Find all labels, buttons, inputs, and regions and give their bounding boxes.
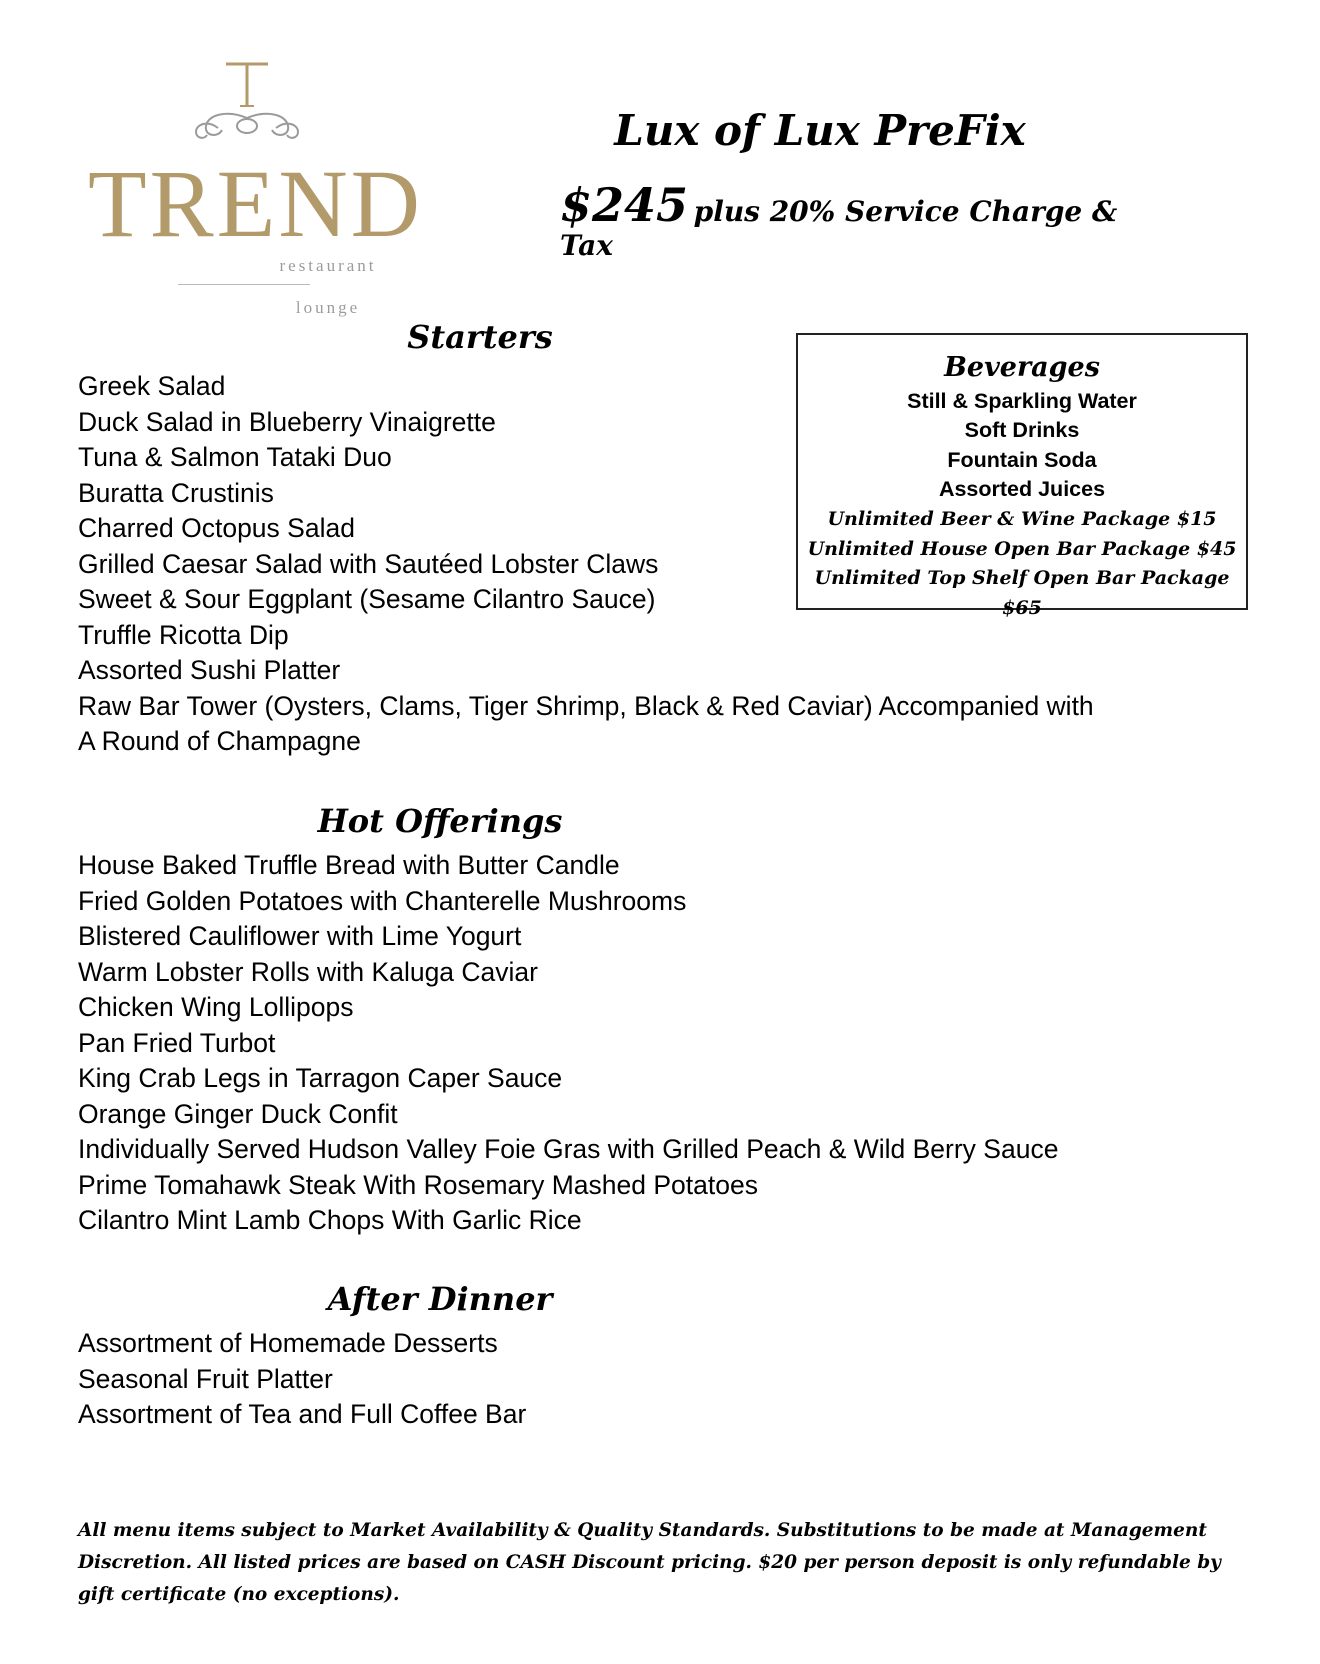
list-item: Grilled Caesar Salad with Sautéed Lobster Claws (78, 548, 659, 579)
beverage-item: Soft Drinks (964, 418, 1080, 443)
hot-offerings-list (78, 848, 1058, 1239)
logo-subtitle-restaurant: restaurant (279, 256, 377, 275)
list-item: Sweet & Sour Eggplant (Sesame Cilantro Sauce) (78, 584, 656, 614)
list-item: Raw Bar Tower (Oysters, Clams, Tiger Shrimp, Black & Red Caviar) Accompanied with (78, 690, 1094, 721)
price-note: plus 20% Service Charge & Tax (560, 195, 1118, 262)
hot-offerings-heading: Hot Offerings (317, 802, 563, 840)
list-item: Chicken Wing Lollipops (78, 992, 354, 1022)
list-item: King Crab Legs in Tarragon Caper Sauce (78, 1063, 563, 1093)
logo-wordmark: TREND (88, 150, 423, 257)
list-item: Buratta Crustinis (78, 477, 274, 508)
price-amount: $245 (560, 178, 689, 232)
starters-heading: Starters (407, 318, 553, 356)
list-item: Assortment of Homemade Desserts (78, 1328, 498, 1358)
list-item: Duck Salad in Blueberry Vinaigrette (78, 406, 496, 437)
list-item: Orange Ginger Duck Confit (78, 1098, 398, 1129)
beverage-item: Fountain Soda (947, 447, 1097, 472)
list-item: Blistered Cauliflower with Lime Yogurt (78, 921, 522, 951)
disclaimer-text: All menu items subject to Market Availability & Quality Standards. Substitutions to be made at Management Discretion. All listed prices are based on CASH Discount pricing. $20 per person deposit is only refundable by gift certificate (no exceptions). (78, 1520, 1221, 1605)
list-item: A Round of Champagne (78, 726, 361, 756)
list-item: Greek Salad (78, 371, 226, 401)
beverages-heading: Beverages (944, 352, 1100, 383)
after-dinner-heading: After Dinner (327, 1280, 553, 1318)
list-item: House Baked Truffle Bread with Butter Candle (78, 850, 620, 880)
logo-ornament-icon (88, 58, 408, 158)
beverage-package: Unlimited Top Shelf Open Bar Package $65 (814, 567, 1230, 619)
beverage-package: Unlimited Beer & Wine Package $15 (827, 508, 1217, 531)
list-item: Individually Served Hudson Valley Foie Gras with Grilled Peach & Wild Berry Sauce (78, 1134, 1059, 1164)
list-item: Seasonal Fruit Platter (78, 1363, 333, 1394)
list-item: Warm Lobster Rolls with Kaluga Caviar (78, 956, 538, 987)
list-item: Prime Tomahawk Steak With Rosemary Mashed Potatoes (78, 1169, 758, 1200)
beverage-item: Assorted Juices (938, 477, 1106, 502)
menu-title: Lux of Lux PreFix (614, 106, 1026, 155)
after-dinner-list (78, 1326, 526, 1433)
list-item: Pan Fried Turbot (78, 1027, 276, 1058)
list-item: Truffle Ricotta Dip (78, 619, 289, 650)
beverages-list (798, 387, 1246, 624)
beverage-item: Still & Sparkling Water (907, 388, 1137, 413)
list-item: Charred Octopus Salad (78, 513, 355, 543)
beverage-package: Unlimited House Open Bar Package $45 (807, 537, 1237, 560)
list-item: Assortment of Tea and Full Coffee Bar (78, 1399, 527, 1429)
list-item: Tuna & Salmon Tataki Duo (78, 442, 392, 472)
list-item: Fried Golden Potatoes with Chanterelle Mushrooms (78, 885, 687, 916)
logo-divider (178, 284, 310, 285)
price-line (560, 180, 1120, 261)
restaurant-logo (88, 58, 423, 320)
list-item: Assorted Sushi Platter (78, 655, 341, 685)
beverages-box (796, 333, 1248, 619)
list-item: Cilantro Mint Lamb Chops With Garlic Rice (78, 1205, 582, 1235)
logo-subtitle-lounge: lounge (295, 298, 361, 317)
